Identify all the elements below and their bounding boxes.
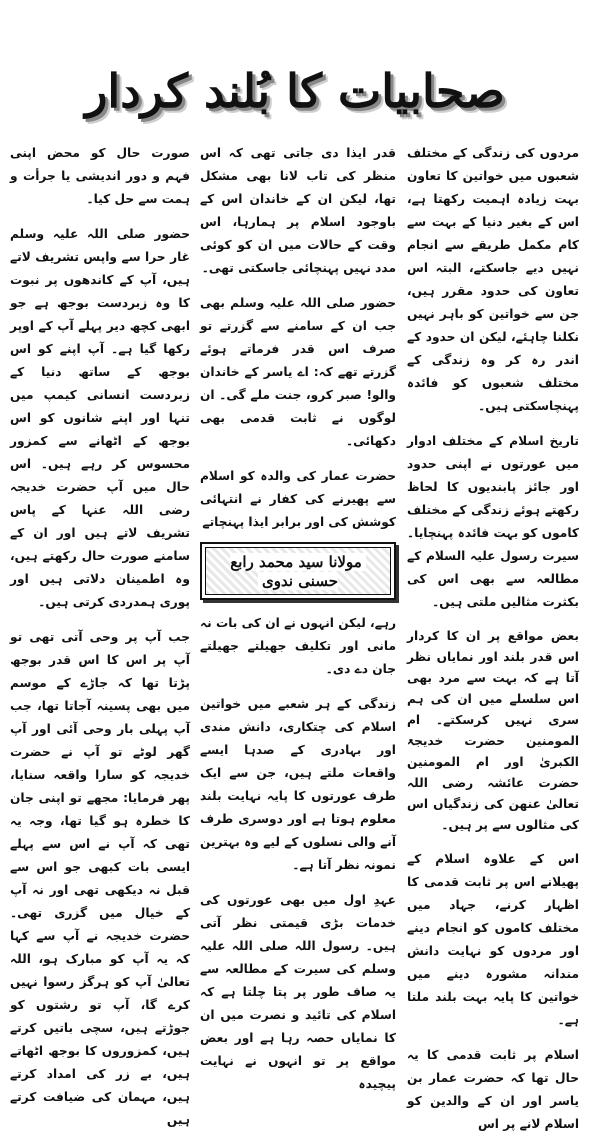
author-byline-frame xyxy=(205,547,391,595)
article-title: صحابیات کا بُلند کردار xyxy=(85,64,505,118)
paragraph: عہدِ اول میں بھی عورتوں کی خدمات بڑی قیمتی نظر آتی ہیں۔ رسول اللہ صلی اللہ علیہ وسلم کی سیرت کے مطالعہ سے یہ صاف طور پر پتا چلتا ہے کہ اسلام کی تائید و نصرت میں ان کا نمایاں حصہ رہا ہے اور بعض مواقع پر تو انہوں نے نہایت پیچیدہ xyxy=(200,893,396,1091)
author-byline-box xyxy=(200,542,396,600)
paragraph: اس کے علاوہ اسلام کے پھیلانے اس پر ثابت قدمی کا اظہار کرنے، جہاد میں مختلف کاموں کو انجام دینے اور مردوں کو نہایت دانش مندانہ مشورہ دینے میں خواتین کا پایہ بہت بلند ملتا ہے۔ xyxy=(407,852,579,1027)
paragraph: حضور صلی اللہ علیہ وسلم بھی جب ان کے سامنے سے گزرتے تو صرف اس قدر فرماتے ہوئے گزرتے تھے کہ: اے یاسر کے خاندان والو! صبر کرو، جنت ملے گی۔ ان لوگوں نے ثابت قدمی بھی دکھائی۔ xyxy=(200,296,396,448)
paragraph: حضرت عمار کی والدہ کو اسلام سے پھیرنے کی کفار نے انتہائی کوشش کی اور برابر ایذا پہنچاتے xyxy=(200,469,396,529)
text-column-right xyxy=(407,142,579,1131)
paragraph: حضور صلی اللہ علیہ وسلم غار حرا سے واپس تشریف لاتے ہیں، آپ کے کاندھوں پر نبوت کا وہ زبردست بوجھ ہے جو ابھی کچھ دیر پہلے آپ کے اوپر رکھا گیا ہے۔ آپ اپنے کو اس بوجھ کے ساتھ دنیا کے زبردست انسانی کیمپ میں تنہا اور اپنے شانوں کو اس بوجھ کے اٹھانے سے کمزور محسوس کر رہے ہیں۔ اس حال میں آپ حضرت خدیجہ رضی اللہ عنہا کے پاس تشریف لاتے ہیں اور ان کے سامنے صورت حال رکھتے ہیں، وہ اطمینان دلاتی ہیں اور پوری ہمدردی کرتی ہیں۔ xyxy=(10,227,190,609)
paragraph: صورت حال کو محض اپنی فہم و دور اندیشی یا جرأت و ہمت سے حل کیا۔ xyxy=(10,146,190,206)
paragraph: مردوں کی زندگی کے مختلف شعبوں میں خواتین کا تعاون بہت زیادہ اہمیت رکھتا ہے، اس کے بغیر دنیا کے بہت سے کام مکمل طریقے سے انجام نہیں دیے جاسکتے، البتہ اس تعاون کی حدود مقرر ہیں، جن سے خواتین کو باہر نہیں نکلنا چاہئے، لیکن ان حدود کے اندر رہ کر وہ زندگی کے مختلف شعبوں کو فائدہ پہنچاسکتی ہیں۔ xyxy=(407,146,579,413)
text-column-left xyxy=(10,142,190,1127)
paragraph: جب آپ پر وحی آتی تھی تو آپ پر اس کا اس قدر بوجھ پڑتا تھا کہ جاڑے کے موسم میں بھی پسینہ آجاتا تھا، جب آپ پہلی بار وحی آئی اور آپ گھر لوٹے تو آپ نے حضرت خدیجہ کو سارا واقعہ سنایا، پھر فرمایا: مجھے تو اپنی جان کا خطرہ ہو گیا تھا، وجہ یہ تھی کہ آپ نے اس سے پہلے ایسی بات کبھی جو اس سے قبل نہ دیکھی تھی اور نہ آپ کے خیال میں گزری تھی۔ حضرت خدیجہ نے آپ سے کہا کہ یہ آپ کو مبارک ہو، اللہ تعالیٰ آپ کو ہرگز رسوا نہیں کرے گا، آپ تو رشتوں کو جوڑتے ہیں، سچی باتیں کرتے ہیں، کمزوروں کا بوجھ اٹھاتے ہیں، بے زر کی امداد کرتے ہیں، مہمان کی ضیافت کرتے ہیں xyxy=(10,630,190,1127)
paragraph: رہے، لیکن انہوں نے ان کی بات نہ مانی اور تکلیف جھیلتے جھیلتے جان دے دی۔ xyxy=(199,616,396,676)
paragraph: زندگی کے ہر شعبے میں خواتین اسلام کی چتکاری، دانش مندی اور بہادری کے صدہا ایسے واقعات ملتے ہیں، جن سے ایک طرف عورتوں کا پایہ نہایت بلند معلوم ہوتا ہے اور دوسری طرف آنے والی نسلوں کے لیے وہ بہترین نمونہ نظر آتا ہے۔ xyxy=(200,697,396,872)
paragraph: تاریخ اسلام کے مختلف ادوار میں عورتوں نے اپنی حدود اور جائز پابندیوں کا لحاظ رکھتے ہوئے زندگی کے مختلف کاموں کو بہت فائدہ پہنچایا۔ سیرت رسول علیہ السلام کے مطالعہ سے بھی اس کی بکثرت مثالیں ملتی ہیں۔ xyxy=(407,434,579,609)
author-name: مولانا سید محمد رابع حسنی ندوی xyxy=(230,553,366,590)
paragraph: اسلام پر ثابت قدمی کا یہ حال تھا کہ حضرت عمار بن یاسر اور ان کے والدین کو اسلام لانے پر اس xyxy=(407,1048,579,1131)
text-column-middle xyxy=(199,142,396,1091)
paragraph: قدر ایذا دی جاتی تھی کہ اس منظر کی تاب لانا بھی مشکل تھا، لیکن ان کے خاندان اس کے باوجود اسلام پر ہمارہا، اس وقت کے حالات میں ان کو کوئی مدد نہیں پہنچائی جاسکتی تھی۔ xyxy=(200,146,396,275)
paragraph: بعض مواقع پر ان کا کردار اس قدر بلند اور نمایاں نظر آتا ہے کہ بہت سے مرد بھی اس سلسلے میں ان کی ہم سری نہیں کرسکتے۔ ام المومنین حضرت خدیجۃ الکبریٰ اور ام المومنین حضرت عائشہ رضی اللہ تعالیٰ عنھن کی زندگیاں اس کی مثالوں سے پر ہیں۔ xyxy=(407,629,579,832)
article-title-banner xyxy=(60,48,530,134)
